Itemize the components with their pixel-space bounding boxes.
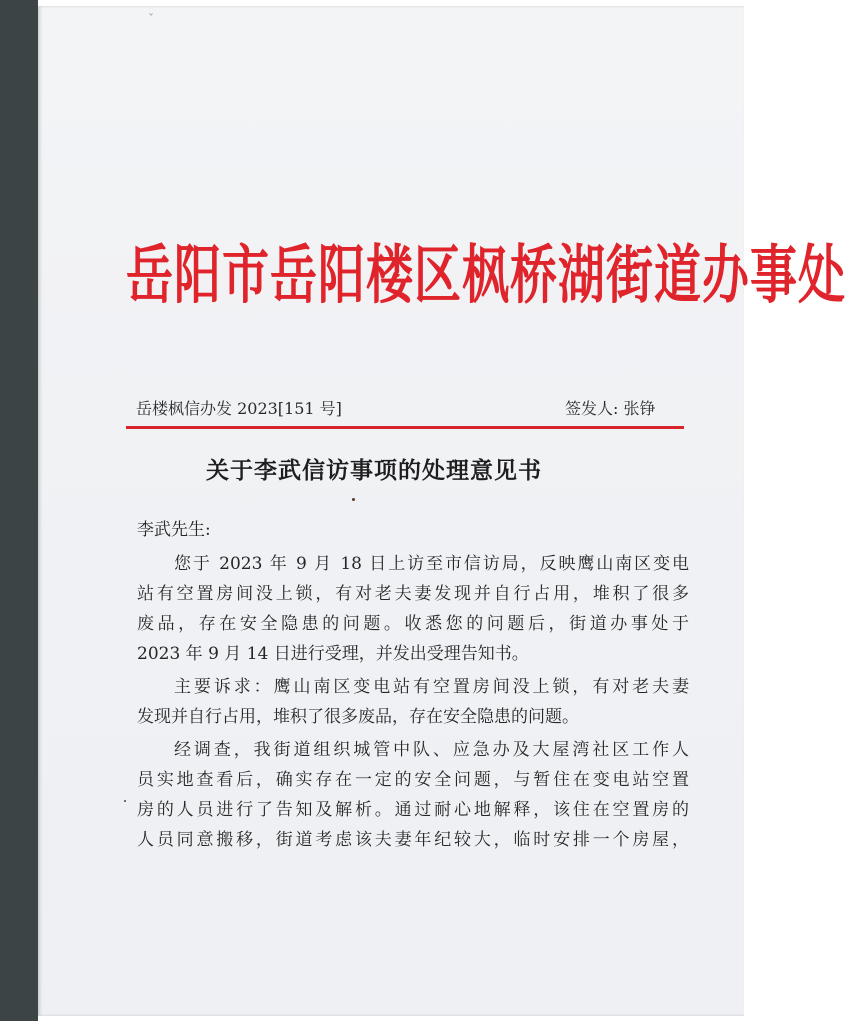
document-title: 关于李武信访事项的处理意见书 bbox=[206, 458, 542, 484]
signer: 签发人: 张铮 bbox=[565, 399, 656, 418]
paragraph-2 bbox=[137, 672, 689, 732]
letter-body bbox=[137, 515, 689, 855]
body-line: 发现并自行占用，堆积了很多废品，存在安全隐患的问题。 bbox=[137, 707, 579, 727]
paper-sheet bbox=[38, 6, 846, 1016]
scan-speck bbox=[124, 800, 126, 802]
body-line: 2023 年 9 月 14 日进行受理，并发出受理告知书。 bbox=[137, 644, 529, 664]
body-line: 人员同意搬移，街道考虑该夫妻年纪较大，临时安排一个房屋， bbox=[137, 830, 689, 850]
paper-mark-icon: ˇ bbox=[148, 12, 154, 26]
red-divider-rule bbox=[126, 426, 684, 429]
body-line: 经调查，我街道组织城管中队、应急办及大屋湾社区工作人 bbox=[174, 740, 689, 760]
salutation: 李武先生: bbox=[137, 520, 211, 540]
body-line: 房的人员进行了告知及解析。通过耐心地解释，该住在空置房的 bbox=[137, 800, 689, 820]
scan-speck bbox=[352, 498, 355, 501]
body-line: 员实地查看后，确实存在一定的安全问题，与暂住在变电站空置 bbox=[137, 770, 689, 790]
body-line: 废品，存在安全隐患的问题。收悉您的问题后，街道办事处于 bbox=[137, 614, 689, 634]
body-line: 主要诉求：鹰山南区变电站有空置房间没上锁，有对老夫妻 bbox=[174, 677, 689, 697]
scan-dark-edge bbox=[0, 0, 38, 1021]
body-line: 您于 2023 年 9 月 18 日上访至市信访局，反映鹰山南区变电 bbox=[174, 554, 689, 574]
paragraph-1 bbox=[137, 549, 689, 669]
body-line: 站有空置房间没上锁，有对老夫妻发现并自行占用，堆积了很多 bbox=[137, 584, 689, 604]
paragraph-3 bbox=[137, 735, 689, 855]
issuing-organization-header: 岳阳市岳阳楼区枫桥湖街道办事处 bbox=[126, 238, 846, 313]
document-number: 岳楼枫信办发 2023[151 号] bbox=[136, 399, 342, 418]
